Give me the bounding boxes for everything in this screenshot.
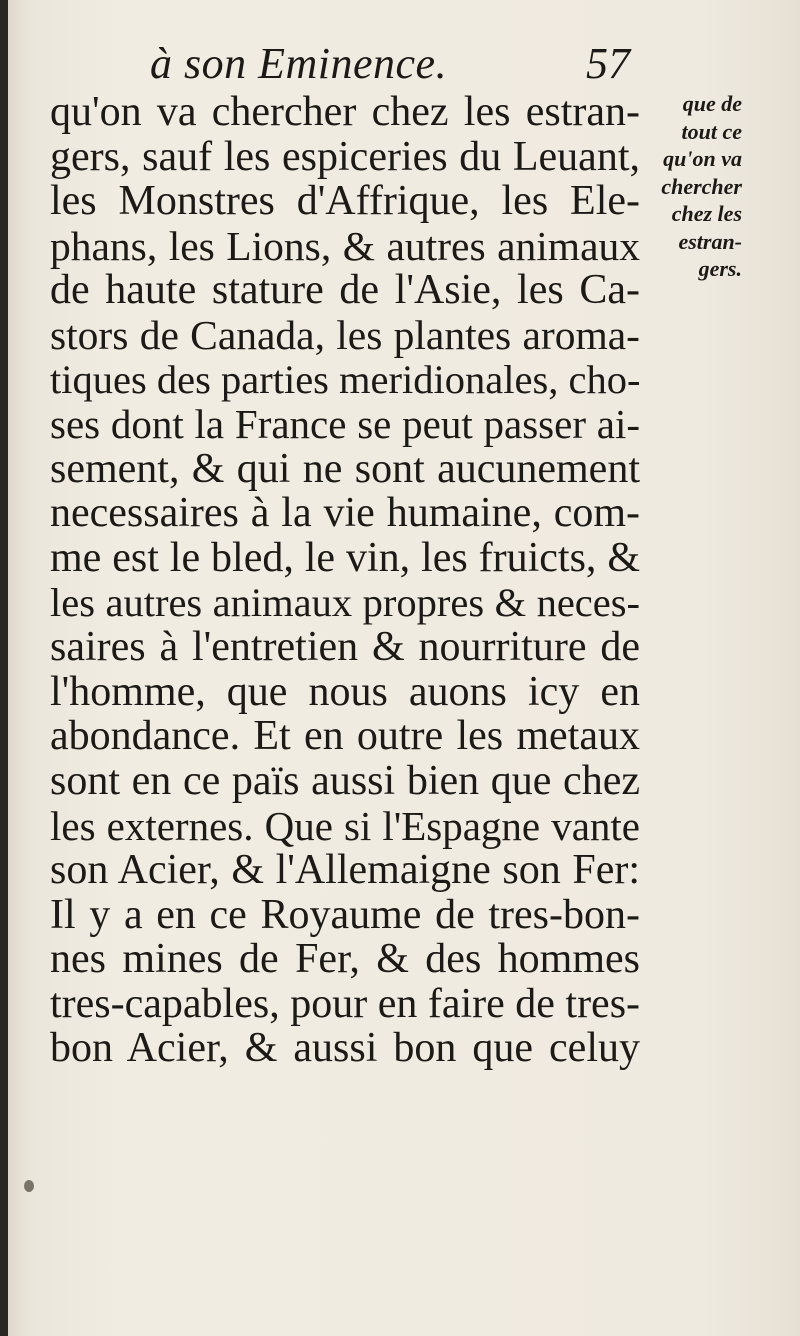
text-line: tiques des parties meridionales, cho- (50, 356, 641, 402)
page-number: 57 (586, 39, 630, 88)
text-line: nes mines de Fer, & des hommes (50, 936, 640, 983)
text-line: son Acier, & l'Allemaigne son Fer: (50, 847, 640, 894)
margin-note-line: estran- (678, 228, 742, 254)
text-line: les autres animaux propres & neces- (50, 579, 640, 625)
margin-note-line: chez les (671, 201, 742, 226)
text-line: de haute stature de l'Asie, les Ca- (50, 267, 640, 314)
page-gutter-shadow (0, 0, 8, 1336)
text-line: sement, & qui ne sont aucunement (50, 445, 640, 492)
text-line: gers, sauf les espiceries du Leuant, (50, 133, 640, 180)
text-line: Il y a en ce Royaume de tres-bon- (50, 891, 640, 938)
body-text (50, 90, 640, 1071)
margin-note-line: que de (682, 91, 742, 116)
text-line: les Monstres d'Affrique, les Ele- (50, 178, 640, 225)
text-line: abondance. Et en outre les metaux (50, 713, 640, 760)
text-line: l'homme, que nous auons icy en (50, 668, 640, 715)
text-line: stors de Canada, les plantes aroma- (50, 311, 640, 358)
text-line: ses dont la France se peut passer ai- (50, 401, 640, 448)
ink-blot (24, 1180, 34, 1192)
text-line: les externes. Que si l'Espagne vante (50, 802, 640, 849)
text-line: tres-capables, pour en faire de tres- (50, 980, 641, 1027)
text-line: saires à l'entretien & nourriture de (50, 624, 640, 671)
running-head: à son Eminence. (150, 39, 448, 88)
margin-note (612, 90, 742, 283)
margin-note-line: tout ce (681, 118, 742, 144)
text-line: phans, les Lions, & autres animaux (50, 222, 640, 269)
margin-note-line: chercher (661, 173, 742, 199)
margin-note-line: qu'on va (663, 146, 742, 171)
text-line: bon Acier, & aussi bon que celuy (50, 1025, 640, 1072)
text-line: me est le bled, le vin, les fruicts, & (50, 534, 640, 581)
text-line: necessaires à la vie humaine, com- (50, 490, 640, 537)
text-line: sont en ce païs aussi bien que chez (50, 757, 640, 804)
margin-note-line: gers. (698, 256, 742, 281)
text-line: qu'on va chercher chez les estran- (50, 89, 640, 135)
